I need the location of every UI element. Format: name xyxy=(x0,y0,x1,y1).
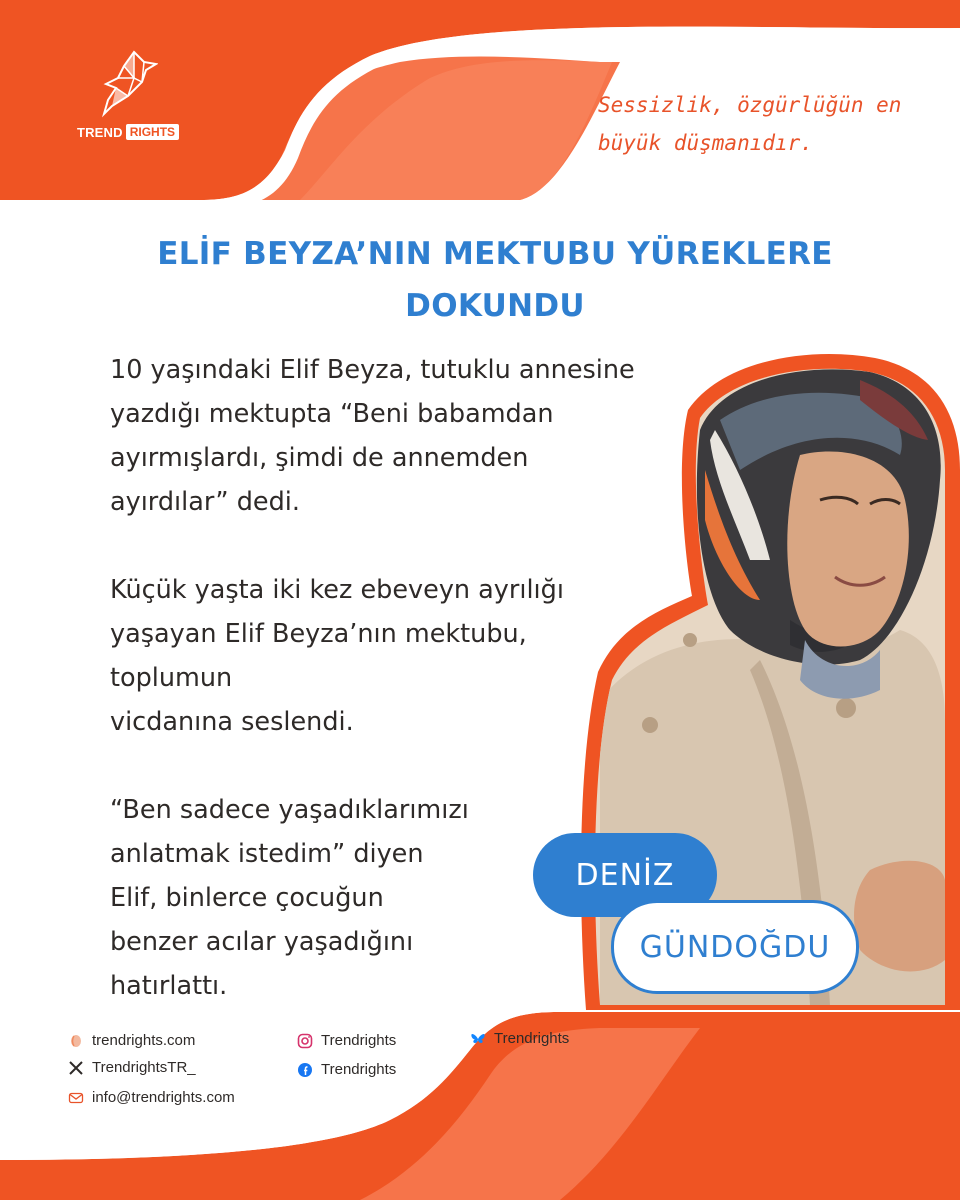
brand-name-part2: RIGHTS xyxy=(126,124,179,140)
instagram-icon xyxy=(297,1033,313,1049)
facebook-icon xyxy=(297,1062,313,1078)
headline-line-2: DOKUNDU xyxy=(405,288,585,324)
email-text: info@trendrights.com xyxy=(92,1089,235,1106)
email-link[interactable] xyxy=(68,1089,235,1106)
instagram-text: Trendrights xyxy=(321,1032,397,1049)
paragraph-2: Küçük yaşta iki kez ebeveyn ayrılığı yaşayan Elif Beyza’nın mektubu, toplumun vicdanına seslendi. xyxy=(110,575,564,737)
facebook-link[interactable] xyxy=(297,1061,396,1078)
paragraph-3: “Ben sadece yaşadıklarımızı anlatmak istedim” diyen Elif, binlerce çocuğun benzer acılar yaşadığını hatırlattı. xyxy=(110,795,469,1001)
x-link[interactable] xyxy=(68,1059,196,1076)
globe-icon xyxy=(68,1033,84,1049)
x-logo-icon xyxy=(68,1060,84,1076)
website-text: trendrights.com xyxy=(92,1032,196,1049)
mail-icon xyxy=(68,1090,84,1106)
first-name-badge: DENİZ xyxy=(533,833,717,917)
last-name-badge: GÜNDOĞDU xyxy=(611,900,859,994)
headline-line-1: ELİF BEYZA’NIN MEKTUBU YÜREKLERE xyxy=(157,236,833,272)
website-link[interactable] xyxy=(68,1032,195,1049)
bluesky-text: Trendrights xyxy=(494,1030,570,1047)
quote-line-2: büyük düşmanıdır. xyxy=(598,131,813,155)
butterfly-icon xyxy=(470,1031,486,1047)
brand-name-part1: TREND xyxy=(76,124,123,140)
x-handle-text: TrendrightsTR_ xyxy=(92,1059,196,1076)
paragraph-1: 10 yaşındaki Elif Beyza, tutuklu annesine yazdığı mektupta “Beni babamdan ayırmışlardı, şimdi de annemden ayırdılar” dedi. xyxy=(110,355,635,517)
bluesky-link[interactable] xyxy=(470,1030,569,1047)
quote-line-1: Sessizlik, özgürlüğün en xyxy=(598,93,902,117)
facebook-text: Trendrights xyxy=(321,1061,397,1078)
instagram-link[interactable] xyxy=(297,1032,396,1049)
